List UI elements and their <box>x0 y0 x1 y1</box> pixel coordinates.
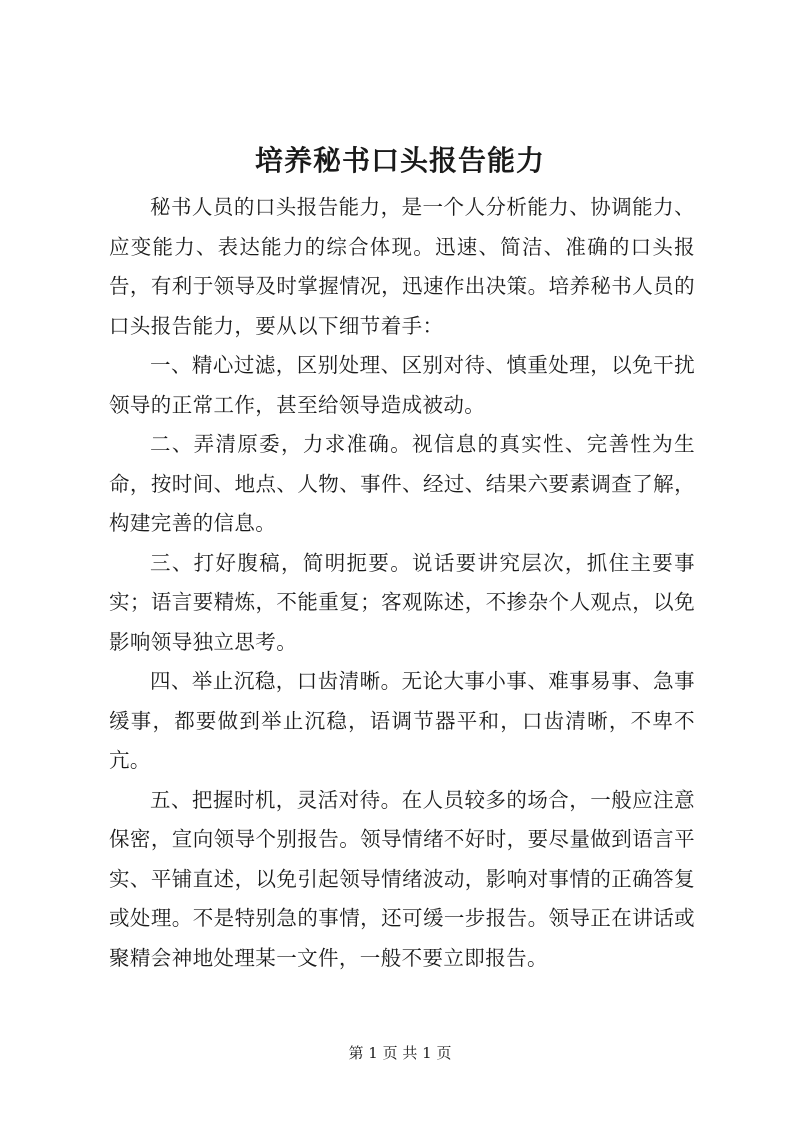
paragraph-point-4: 四、举止沉稳，口齿清晰。无论大事小事、难事易事、急事缓事，都要做到举止沉稳，语调节器平和，口齿清晰，不卑不亢。 <box>109 669 695 772</box>
page-title: 培养秘书口头报告能力 <box>254 144 545 177</box>
paragraph-intro: 秘书人员的口头报告能力，是一个人分析能力、协调能力、应变能力、表达能力的综合体现。迅速、简洁、准确的口头报告，有利于领导及时掌握情况，迅速作出决策。培养秘书人员的口头报告能力，要从以下细节着手： <box>109 195 695 338</box>
page-number: 第 1 页 <box>348 1044 398 1062</box>
paragraph-point-5: 五、把握时机，灵活对待。在人员较多的场合，一般应注意保密，宣向领导个别报告。领导情绪不好时，要尽量做到语言平实、平铺直述，以免引起领导情绪波动，影响对事情的正确答复或处理。不是特别急的事情，还可缓一步报告。领导正在讲话或聚精会神地处理某一文件，一般不要立即报告。 <box>109 787 695 970</box>
document-body <box>109 188 695 978</box>
paragraph-point-1: 一、精心过滤，区别处理、区别对待、慎重处理，以免干扰领导的正常工作，甚至给领导造成被动。 <box>109 353 695 417</box>
page-footer <box>0 1043 800 1063</box>
paragraph-point-3: 三、打好腹稿，简明扼要。说话要讲究层次，抓住主要事实；语言要精炼，不能重复；客观陈述，不掺杂个人观点，以免影响领导独立思考。 <box>109 550 695 654</box>
paragraph-point-2: 二、弄清原委，力求准确。视信息的真实性、完善性为生命，按时间、地点、人物、事件、经过、结果六要素调查了解，构建完善的信息。 <box>109 432 695 535</box>
page-total: 共 1 页 <box>402 1044 452 1062</box>
